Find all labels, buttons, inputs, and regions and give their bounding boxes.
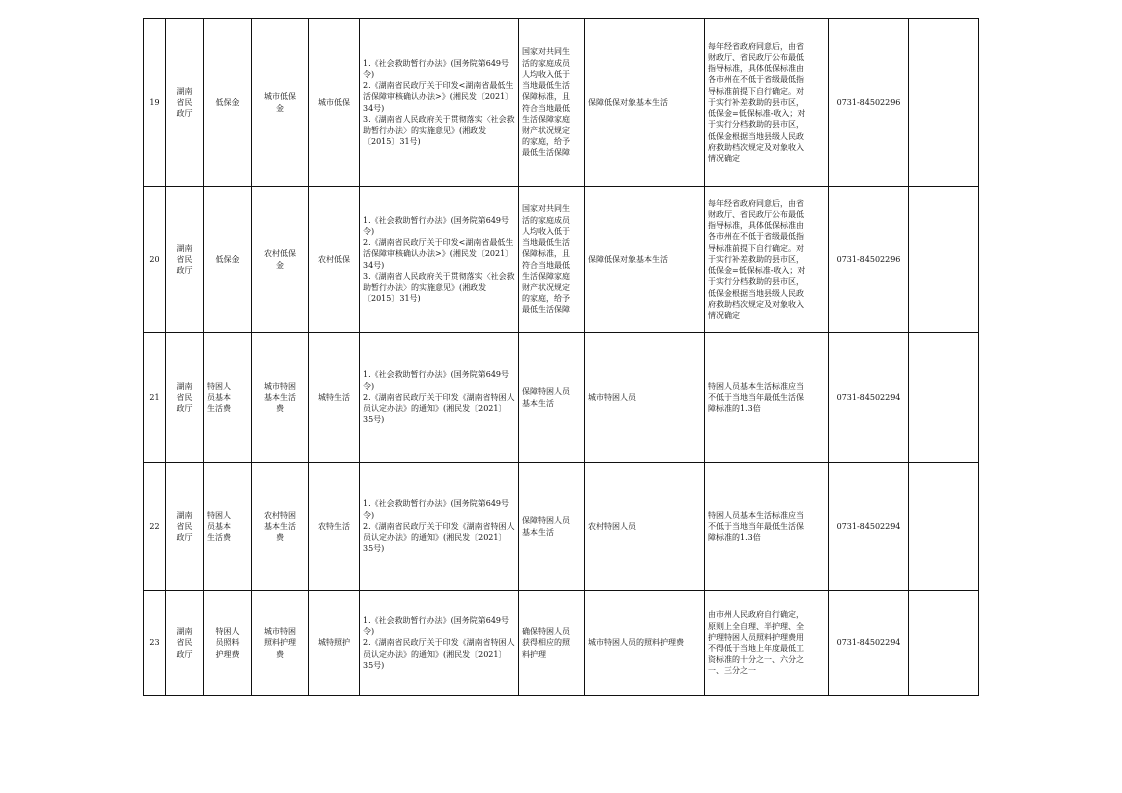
department-cell: 湖南 省民 政厅	[166, 463, 204, 591]
department-cell: 湖南 省民 政厅	[166, 591, 204, 696]
content-cell: 确保特困人员 获得相应的照 料护理	[519, 591, 585, 696]
item-cell: 低保金	[204, 19, 252, 187]
sub-item-cell: 农村低保 金	[252, 187, 309, 333]
phone-cell: 0731-84502294	[829, 463, 909, 591]
department-cell: 湖南 省民 政厅	[166, 333, 204, 463]
policy-basis-cell	[360, 333, 519, 463]
short-name-cell: 农村低保	[309, 187, 360, 333]
content-cell: 保障特困人员 基本生活	[519, 463, 585, 591]
policy-basis-line: 3.《湖南省人民政府关于贯彻落实〈社会救助暂行办法〉的实施意见》(湘政发〔2015〕31号)	[363, 271, 515, 304]
item-cell: 特困人 员基本 生活费	[204, 333, 252, 463]
policy-basis-line: 1.《社会救助暂行办法》(国务院第649号令)	[363, 370, 510, 391]
note-cell	[909, 19, 979, 187]
standard-cell: 每年经省政府同意后，由省 财政厅、省民政厅公布最低 指导标准，具体低保标准由 各市州在不低于省级最低指 导标准前提下自行确定。对 于实行补差救助的县市区， 低保金=低保标准-收入；对 于实行分档救助的县市区， 低保金根据当地县级人民政 府救助档次规定及对象收入 情况确定	[705, 187, 829, 333]
table-row	[144, 463, 979, 591]
sub-item-cell: 城市特困 基本生活 费	[252, 333, 309, 463]
row-number: 23	[144, 591, 166, 696]
phone-cell: 0731-84502294	[829, 591, 909, 696]
row-number: 20	[144, 187, 166, 333]
policy-basis-line: 2.《湖南省民政厅关于印发《湖南省特困人员认定办法》的通知》(湘民发〔2021〕35号)	[363, 638, 515, 670]
object-cell: 城市特困人员	[585, 333, 705, 463]
table-row	[144, 591, 979, 696]
content-cell: 国家对共同生 活的家庭成员 人均收入低于 当地最低生活 保障标准，且 符合当地最低 生活保障家庭 财产状况规定 的家庭，给予 最低生活保障	[519, 187, 585, 333]
standard-cell: 特困人员基本生活标准应当 不低于当地当年最低生活保 障标准的1.3倍	[705, 333, 829, 463]
object-cell: 保障低保对象基本生活	[585, 19, 705, 187]
standard-cell: 由市州人民政府自行确定， 原则上全自理、半护理、全 护理特困人员照料护理费用 不得低于当地上年度最低工 资标准的十分之一、六分之 一、三分之一	[705, 591, 829, 696]
short-name-cell: 城市低保	[309, 19, 360, 187]
policy-basis-line: 1.《社会救助暂行办法》(国务院第649号令)	[363, 215, 510, 236]
item-cell: 特困人 员照料 护理费	[204, 591, 252, 696]
note-cell	[909, 463, 979, 591]
phone-cell: 0731-84502296	[829, 19, 909, 187]
policy-basis-cell	[360, 187, 519, 333]
policy-basis-cell	[360, 19, 519, 187]
phone-cell: 0731-84502294	[829, 333, 909, 463]
object-cell: 保障低保对象基本生活	[585, 187, 705, 333]
standard-cell: 每年经省政府同意后，由省 财政厅、省民政厅公布最低 指导标准，具体低保标准由 各市州在不低于省级最低指 导标准前提下自行确定。对 于实行补差救助的县市区， 低保金=低保标准-收入；对 于实行分档救助的县市区， 低保金根据当地县级人民政 府救助档次规定及对象收入 情况确定	[705, 19, 829, 187]
policy-basis-line: 1.《社会救助暂行办法》(国务院第649号令)	[363, 58, 510, 79]
policy-basis-cell	[360, 591, 519, 696]
item-cell: 特困人 员基本 生活费	[204, 463, 252, 591]
note-cell	[909, 333, 979, 463]
subsidy-table	[143, 18, 979, 696]
department-cell: 湖南 省民 政厅	[166, 19, 204, 187]
content-cell: 保障特困人员 基本生活	[519, 333, 585, 463]
standard-cell: 特困人员基本生活标准应当 不低于当地当年最低生活保 障标准的1.3倍	[705, 463, 829, 591]
row-number: 22	[144, 463, 166, 591]
policy-basis-line: 2.《湖南省民政厅关于印发<湖南省最低生活保障审核确认办法>》(湘民发〔2021〕34号)	[363, 238, 514, 270]
department-cell: 湖南 省民 政厅	[166, 187, 204, 333]
policy-basis-line: 2.《湖南省民政厅关于印发《湖南省特困人员认定办法》的通知》(湘民发〔2021〕35号)	[363, 521, 515, 554]
short-name-cell: 城特照护	[309, 591, 360, 696]
phone-cell: 0731-84502296	[829, 187, 909, 333]
table-row	[144, 187, 979, 333]
row-number: 19	[144, 19, 166, 187]
object-cell: 农村特困人员	[585, 463, 705, 591]
table-row	[144, 19, 979, 187]
row-number: 21	[144, 333, 166, 463]
policy-basis-line: 2.《湖南省民政厅关于印发<湖南省最低生活保障审核确认办法>》(湘民发〔2021〕34号)	[363, 81, 514, 113]
sub-item-cell: 城市低保 金	[252, 19, 309, 187]
note-cell	[909, 187, 979, 333]
policy-basis-line: 2.《湖南省民政厅关于印发《湖南省特困人员认定办法》的通知》(湘民发〔2021〕35号)	[363, 392, 515, 425]
object-cell: 城市特困人员的照料护理费	[585, 591, 705, 696]
content-cell: 国家对共同生 活的家庭成员 人均收入低于 当地最低生活 保障标准，且 符合当地最低 生活保障家庭 财产状况规定 的家庭，给予 最低生活保障	[519, 19, 585, 187]
item-cell: 低保金	[204, 187, 252, 333]
policy-basis-cell	[360, 463, 519, 591]
short-name-cell: 农特生活	[309, 463, 360, 591]
policy-basis-line: 1.《社会救助暂行办法》(国务院第649号令)	[363, 499, 510, 520]
sub-item-cell: 农村特困 基本生活 费	[252, 463, 309, 591]
sub-item-cell: 城市特困 照料护理 费	[252, 591, 309, 696]
policy-basis-line: 1.《社会救助暂行办法》(国务院第649号令)	[363, 615, 510, 637]
policy-basis-line: 3.《湖南省人民政府关于贯彻落实〈社会救助暂行办法〉的实施意见》(湘政发〔2015〕31号)	[363, 114, 515, 147]
note-cell	[909, 591, 979, 696]
short-name-cell: 城特生活	[309, 333, 360, 463]
table-row	[144, 333, 979, 463]
